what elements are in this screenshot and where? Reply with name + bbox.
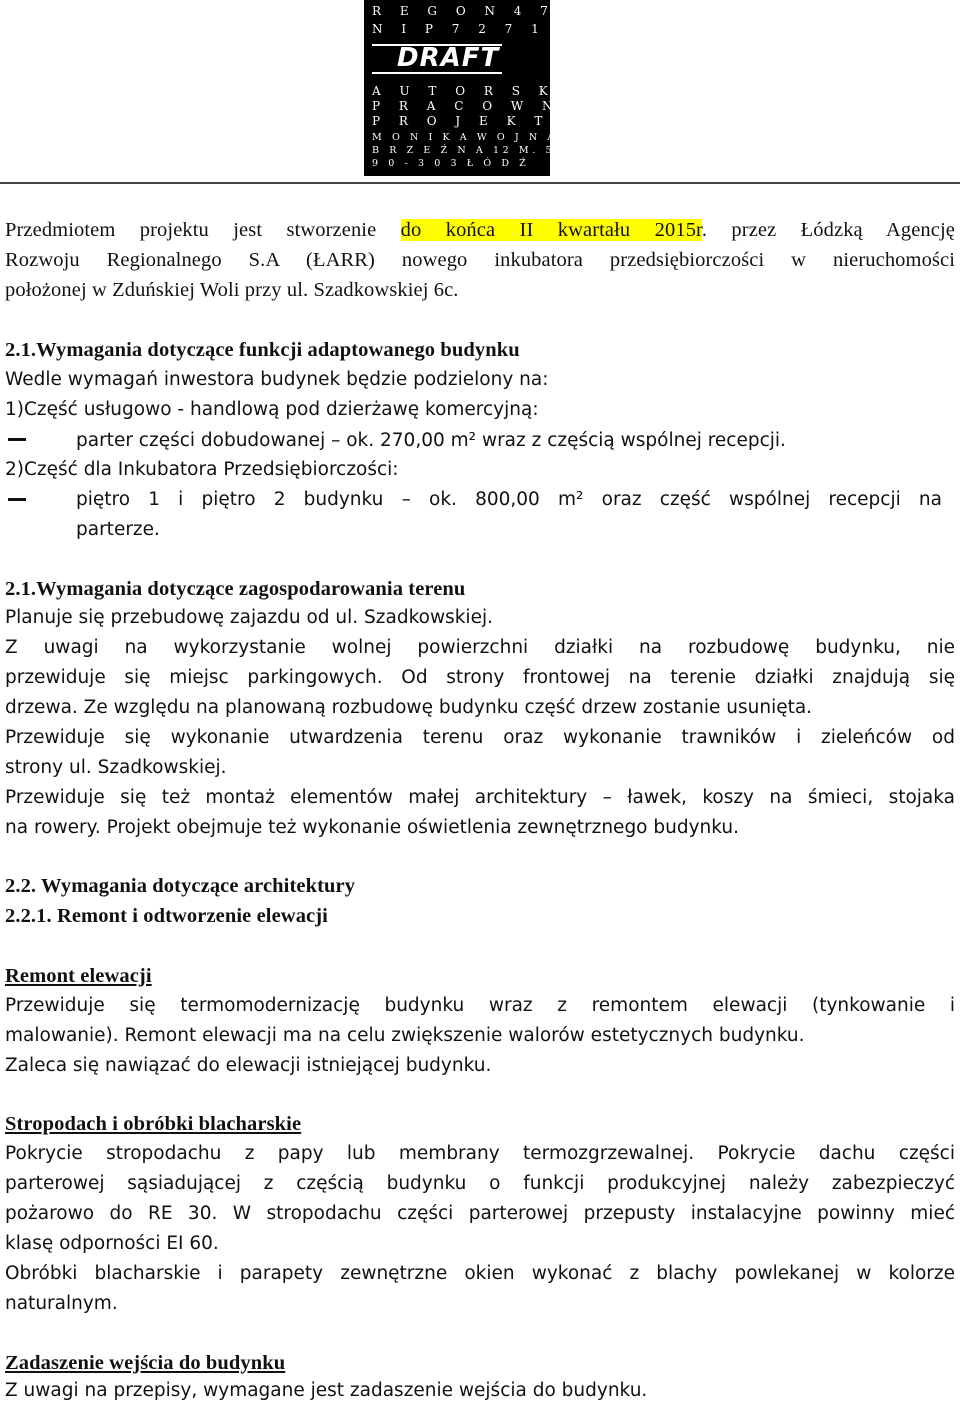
draft-wordmark <box>372 44 542 68</box>
facade-line-3: Zaleca się nawiązać do elewacji istniejącej budynku. <box>5 1055 492 1076</box>
functions-line-1: Wedle wymagań inwestora budynek będzie podzielony na: <box>5 369 549 390</box>
logo-stripe <box>372 72 502 74</box>
logo-line-autorska: A U T O R S K A <box>372 84 583 98</box>
roof-line-6: naturalnym. <box>5 1293 118 1314</box>
section-heading-architecture: 2.2. Wymagania dotyczące architektury <box>5 875 356 897</box>
roof-line-4: klasę odporności EI 60. <box>5 1233 219 1254</box>
subsection-heading-facade: 2.2.1. Remont i odtworzenie elewacji <box>5 905 328 927</box>
deadline-highlight: do końca II kwartału 2015r <box>400 219 702 241</box>
site-line-8: na rowery. Projekt obejmuje też wykonanie oświetlenia zewnętrznego budynku. <box>5 817 740 838</box>
nip-number: N I P 7 2 7 1 7 5 9 6 1 1 <box>372 22 705 36</box>
entrance-line-1: Z uwagi na przepisy, wymagane jest zadaszenie wejścia do budynku. <box>5 1380 648 1401</box>
logo-city: 9 0 - 3 0 3 Ł Ó D Ź <box>372 158 530 169</box>
intro-line-2: Rozwoju Regionalnego S.A (ŁARR) nowego inkubatora przedsiębiorczości w nieruchomości <box>5 249 955 271</box>
site-line-5: Przewiduje się wykonanie utwardzenia terenu oraz wykonanie trawników i zieleńców od <box>5 727 955 748</box>
site-line-6: strony ul. Szadkowskiej. <box>5 757 227 778</box>
svg-text:DRAFT: DRAFT <box>397 44 500 68</box>
bullet-dash <box>8 438 26 441</box>
company-logo <box>364 0 741 176</box>
functions-bullet-2-cont: parterze. <box>76 519 160 540</box>
site-line-2: Z uwagi na wykorzystanie wolnej powierzchni działki na rozbudowę budynku, nie <box>5 637 955 658</box>
roof-line-1: Pokrycie stropodachu z papy lub membrany termozgrzewalnej. Pokrycie dachu części <box>5 1143 955 1164</box>
functions-line-3: 2)Część dla Inkubatora Przedsiębiorczości: <box>5 459 399 480</box>
intro-text: . przez Łódzką Agencję <box>701 219 955 241</box>
logo-line-pracownia: P R A C O W N I A <box>372 99 612 113</box>
roof-heading: Stropodach i obróbki blacharskie <box>5 1113 302 1135</box>
functions-line-2: 1)Część usługowo - handlową pod dzierżawę komercyjną: <box>5 399 539 420</box>
functions-bullet-2: piętro 1 i piętro 2 budynku – ok. 800,00 m² oraz część wspólnej recepcji na <box>76 489 942 510</box>
section-heading-functions: 2.1.Wymagania dotyczące funkcji adaptowanego budynku <box>5 339 520 361</box>
site-line-3: przewiduje się miejsc parkingowych. Od strony frontowej na terenie działki znajdują się <box>5 667 955 688</box>
intro-line-1 <box>5 215 955 245</box>
logo-line-projektowa: P R O J E K T O W A <box>372 114 638 128</box>
site-line-4: drzewa. Ze względu na planowaną rozbudowę budynku część drzew zostanie usunięta. <box>5 697 813 718</box>
roof-line-2: parterowej sąsiadującej z częścią budynku o funkcji produkcyjnej należy zabezpieczyć <box>5 1173 955 1194</box>
facade-line-2: malowanie). Remont elewacji ma na celu zwiększenie walorów estetycznych budynku. <box>5 1025 805 1046</box>
site-line-1: Planuje się przebudowę zajazdu od ul. Szadkowskiej. <box>5 607 493 628</box>
header-divider <box>0 182 960 184</box>
logo-owner-name: M O N I K A W O J N A R O W S K A <box>372 132 665 143</box>
facade-line-1: Przewiduje się termomodernizację budynku wraz z remontem elewacji (tynkowanie i <box>5 995 955 1016</box>
roof-line-3: pożarowo do RE 30. W stropodachu części parterowej przepusty instalacyjne powinny mieć <box>5 1203 955 1224</box>
entrance-heading: Zadaszenie wejścia do budynku <box>5 1352 286 1374</box>
logo-street: B R Z E Ź N A 12 M. 5 <box>372 145 556 156</box>
regon-number: R E G O N 4 7 2 4 0 2 5 3 7 <box>372 4 741 18</box>
bullet-dash <box>8 498 26 501</box>
intro-line-3: położonej w Zduńskiej Woli przy ul. Szadkowskiej 6c. <box>5 279 459 301</box>
site-line-7: Przewiduje się też montaż elementów małej architektury – ławek, koszy na śmieci, stojaka <box>5 787 955 808</box>
intro-text: Przedmiotem projektu jest stworzenie <box>5 219 401 241</box>
functions-bullet-1: parter części dobudowanej – ok. 270,00 m² wraz z częścią wspólnej recepcji. <box>76 430 786 451</box>
roof-line-5: Obróbki blacharskie i parapety zewnętrzne okien wykonać z blachy powlekanej w kolorze <box>5 1263 955 1284</box>
facade-heading: Remont elewacji <box>5 965 152 987</box>
section-heading-site: 2.1.Wymagania dotyczące zagospodarowania terenu <box>5 578 466 600</box>
